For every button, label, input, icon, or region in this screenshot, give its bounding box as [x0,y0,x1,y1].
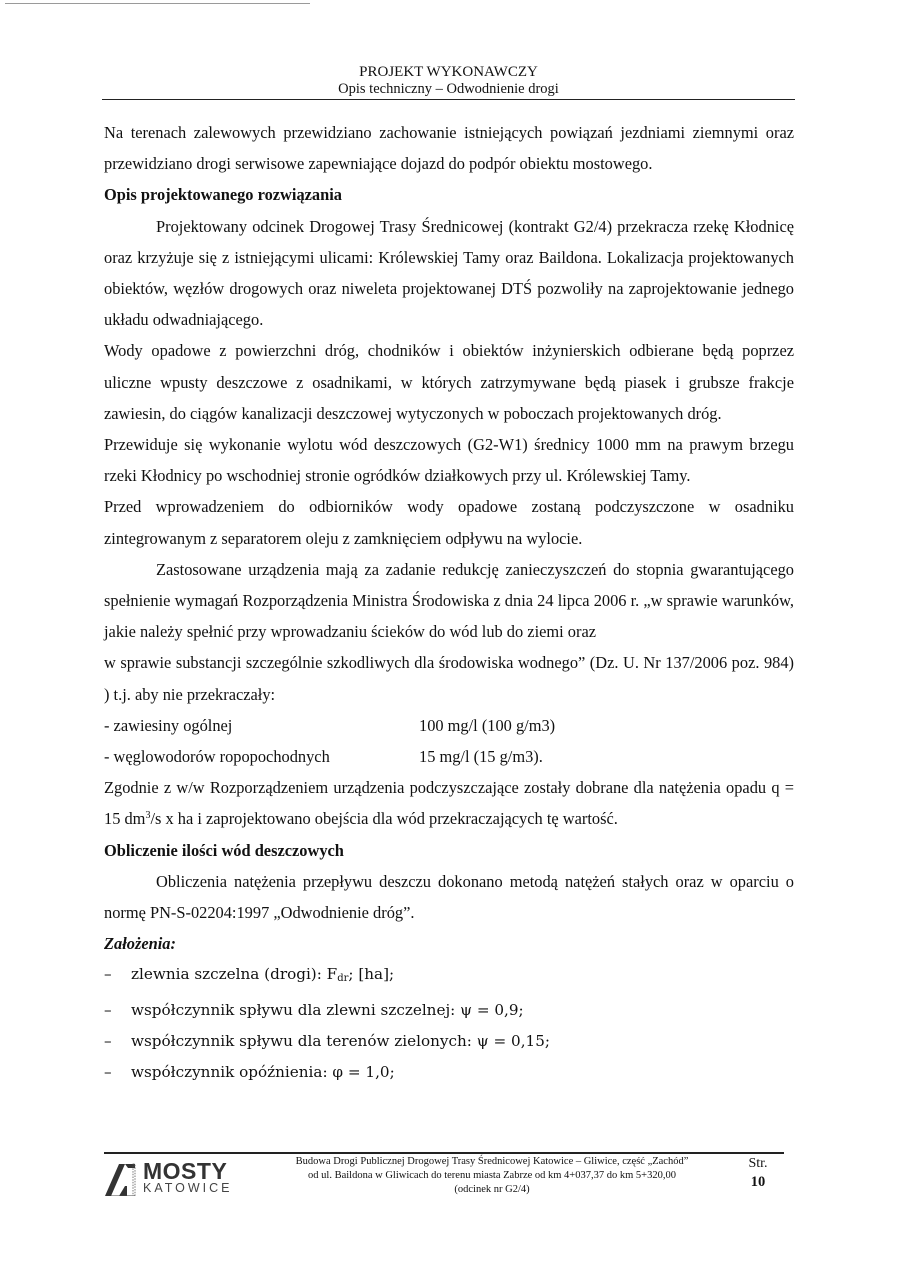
limit-label: - zawiesiny ogólnej [104,715,233,735]
header-subtitle: Opis techniczny – Odwodnienie drogi [338,81,559,97]
logo-brand: MOSTY [143,1158,228,1184]
paragraph-regulation-cont: w sprawie substancji szczególnie szkodliwych dla środowiska wodnego” (Dz. U. Nr 137/2006 poz. 984) ) t.j. aby nie przekraczały: [104,653,794,704]
item-text: zlewnia szczelna (drogi): F [131,965,338,984]
paragraph-route: Projektowany odcinek Drogowej Trasy Średnicowej (kontrakt G2/4) przekracza rzekę Kłodnicę oraz krzyżuje się z istniejącymi ulicami: Królewskiej Tamy oraz Baildona. Lokalizacja projektowanych obiektów, węzłów drogowych oraz niweleta projektowanej DTŚ pozwoliły na zaprojektowanie jednego układu odwadniającego. [104,216,794,330]
page-label: Str. [748,1156,768,1171]
footer-divider [104,1152,784,1154]
paragraph-regulation: Zastosowane urządzenia mają za zadanie redukcję zanieczyszczeń do stopnia gwarantującego spełnienie wymagań Rozporządzenia Ministra Środowiska z dnia 24 lipca 2006 r. „w sprawie warunków, jakie należy spełnić przy wprowadzaniu ścieków do wód lub do ziemi oraz [104,559,794,642]
item-text: ; [ha]; [348,965,395,984]
footer-line: (odcinek nr G2/4) [454,1184,530,1195]
page-number: 10 [750,1174,766,1190]
scan-artifact-line [5,3,310,4]
company-logo [105,1158,255,1198]
assumptions-list [104,959,794,1088]
limit-row [104,741,794,772]
paragraph-pretreatment: Przed wprowadzeniem do odbiorników wody opadowe zostaną podczyszczone w osadniku zintegrowanym z separatorem oleju z zamknięciem odpływu na wylocie. [104,497,794,548]
dash-bullet-icon: – [104,965,112,984]
list-item [104,995,794,1026]
section-heading-design: Opis projektowanego rozwiązania [104,185,342,205]
page-header [102,64,795,98]
limit-value: 100 mg/l (100 g/m3) [419,715,556,735]
intro-paragraph: Na terenach zalewowych przewidziano zachowanie istniejących powiązań jezdniami ziemnymi oraz przewidziano drogi serwisowe zapewniające dojazd do podpór obiektu mostowego. [104,123,794,174]
document-body [104,117,794,1088]
item-text: współczynnik spływu dla zlewni szczelnej: ψ = 0,9; [131,1000,524,1019]
footer-project-description [262,1155,722,1197]
dash-bullet-icon: – [104,1063,112,1082]
paragraph-rainfall-intensity [104,772,794,834]
logo-city: KATOWICE [143,1181,233,1195]
header-divider [102,99,795,100]
header-title: PROJEKT WYKONAWCZY [359,64,538,80]
dash-bullet-icon: – [104,1031,112,1050]
footer-line: Budowa Drogi Publicznej Drogowej Trasy Średnicowej Katowice – Gliwice, część „Zachód” [295,1156,689,1167]
paragraph-outlet: Przewiduje się wykonanie wylotu wód deszczowych (G2-W1) średnicy 1000 mm na prawym brzegu rzeki Kłodnicy po wschodniej stronie ogródków działkowych przy ul. Królewskiej Tamy. [104,435,794,486]
text-fragment: /s x ha i zaprojektowano obejścia dla wód przekraczających tę wartość. [150,809,618,829]
paragraph-rainwater: Wody opadowe z powierzchni dróg, chodników i obiektów inżynierskich odbierane będą poprzez uliczne wpusty deszczowe z osadnikami, w których zatrzymywane będą piasek i grubsze frakcje zawiesin, do ciągów kanalizacji deszczowej wytyczonych w poboczach projektowanych dróg. [104,341,794,423]
footer-line: od ul. Baildona w Gliwicach do terenu miasta Zabrze od km 4+037,37 do km 5+320,00 [308,1170,676,1181]
limit-value: 15 mg/l (15 g/m3). [419,747,543,767]
superscript: 3 [145,810,151,822]
section-heading-calculation: Obliczenie ilości wód deszczowych [104,840,344,860]
list-item [104,959,794,994]
item-text: współczynnik opóźnienia: φ = 1,0; [131,1063,395,1082]
assumptions-heading: Założenia: [104,934,176,954]
mosty-logo-icon [105,1160,137,1196]
text-fragment: Zgodnie z w/w Rozporządzeniem urządzenia podczyszczające zostały dobrane dla natężenia opadu q = 15 dm [104,778,794,829]
dash-bullet-icon: – [104,1000,112,1019]
page-number-block [738,1155,778,1191]
limit-label: - węglowodorów ropopochodnych [104,747,330,767]
list-item [104,1057,794,1088]
list-item [104,1026,794,1057]
subscript: dr [337,973,349,985]
paragraph-method: Obliczenia natężenia przepływu deszczu dokonano metodą natężeń stałych oraz w oparciu o normę PN-S-02204:1997 „Odwodnienie dróg”. [104,871,794,923]
item-text: współczynnik spływu dla terenów zielonych: ψ = 0,15; [131,1031,550,1050]
limit-row [104,710,794,741]
